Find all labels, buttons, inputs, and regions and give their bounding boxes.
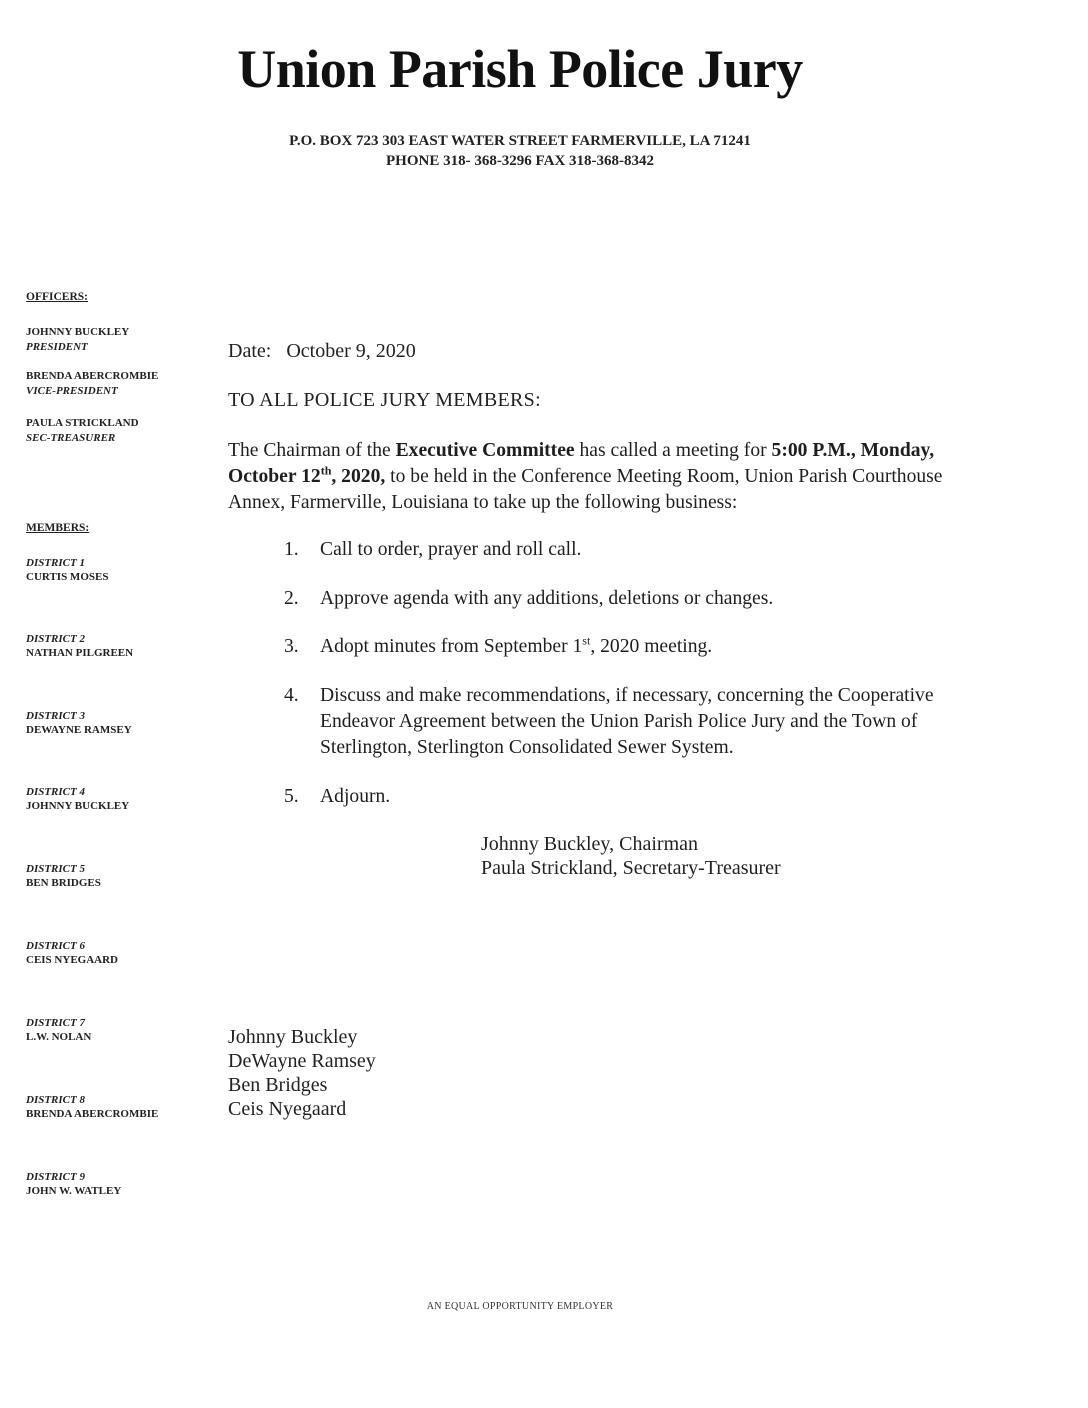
item-text-suffix: st <box>582 633 591 648</box>
phone-line: PHONE 318- 368-3296 FAX 318-368-8342 <box>385 153 655 169</box>
officer-role: PRESIDENT <box>26 341 88 353</box>
item-text-part: , 2020 meeting. <box>590 636 713 657</box>
member-name: DEWAYNE RAMSEY <box>26 724 132 736</box>
meeting-year: , 2020, <box>331 466 386 487</box>
member-name: NATHAN PILGREEN <box>26 647 134 659</box>
officer-role: VICE-PRESIDENT <box>26 385 118 397</box>
meeting-time: 5:00 P.M., <box>771 440 856 461</box>
officer-name: BRENDA ABERCROMBIE <box>26 370 159 382</box>
member-name: BEN BRIDGES <box>26 877 101 889</box>
committee-member: Johnny Buckley <box>228 1026 358 1048</box>
date-label: Date: <box>228 340 272 362</box>
member-district-8 <box>26 1093 216 1122</box>
member-name: JOHN W. WATLEY <box>26 1185 122 1197</box>
agenda-item-2 <box>284 586 944 612</box>
item-number: 5. <box>284 786 299 807</box>
item-number: 1. <box>284 539 299 560</box>
item-text-part: Adopt minutes from September 1 <box>320 636 583 657</box>
members-heading: MEMBERS: <box>26 522 90 534</box>
member-district-4 <box>26 785 216 814</box>
agenda-item-3 <box>284 634 944 660</box>
salutation: TO ALL POLICE JURY MEMBERS: <box>228 389 541 411</box>
member-district-3 <box>26 709 216 738</box>
officer-role: SEC-TREASURER <box>26 432 116 444</box>
item-text <box>320 634 940 660</box>
officer-name: PAULA STRICKLAND <box>26 417 139 429</box>
item-number: 3. <box>284 636 299 657</box>
committee-member: Ben Bridges <box>228 1074 328 1096</box>
intro-text: has called a meeting for <box>574 440 772 461</box>
page-title: Union Parish Police Jury <box>237 39 803 99</box>
officer-vice-president <box>26 369 216 398</box>
member-district-7 <box>26 1016 216 1045</box>
member-name: CURTIS MOSES <box>26 571 109 583</box>
item-text: Adjourn. <box>320 786 391 807</box>
signature-secretary: Paula Strickland, Secretary-Treasurer <box>481 857 781 879</box>
member-name: BRENDA ABERCROMBIE <box>26 1108 159 1120</box>
committee-member: DeWayne Ramsey <box>228 1050 376 1072</box>
officers-heading: OFFICERS: <box>26 291 88 303</box>
meeting-day-suffix: th <box>320 463 332 478</box>
district-label: DISTRICT 6 <box>26 940 85 952</box>
member-name: L.W. NOLAN <box>26 1031 92 1043</box>
member-district-1 <box>26 556 216 585</box>
district-label: DISTRICT 9 <box>26 1171 85 1183</box>
item-text: Approve agenda with any additions, deletions or changes. <box>320 588 774 609</box>
item-number: 2. <box>284 588 299 609</box>
member-name: JOHNNY BUCKLEY <box>26 800 130 812</box>
agenda-item-5 <box>284 784 944 810</box>
officer-name: JOHNNY BUCKLEY <box>26 326 130 338</box>
date-value: October 9, 2020 <box>286 340 416 362</box>
footer-text: AN EQUAL OPPORTUNITY EMPLOYER <box>426 1301 614 1312</box>
meeting-day: Monday, October 12 <box>228 440 935 487</box>
agenda-item-4 <box>284 683 944 761</box>
district-label: DISTRICT 1 <box>26 557 85 569</box>
member-district-9 <box>26 1170 216 1199</box>
district-label: DISTRICT 7 <box>26 1017 85 1029</box>
district-label: DISTRICT 3 <box>26 710 85 722</box>
signature-chairman: Johnny Buckley, Chairman <box>481 833 699 855</box>
member-district-2 <box>26 632 216 661</box>
item-text: Call to order, prayer and roll call. <box>320 539 582 560</box>
committee-member: Ceis Nyegaard <box>228 1098 347 1120</box>
district-label: DISTRICT 5 <box>26 863 85 875</box>
officer-president <box>26 325 216 354</box>
intro-text: The Chairman of the <box>228 440 396 461</box>
agenda-item-1 <box>284 537 944 563</box>
member-name: CEIS NYEGAARD <box>26 954 118 966</box>
district-label: DISTRICT 8 <box>26 1094 85 1106</box>
committee-name: Executive Committee <box>395 440 575 461</box>
item-number: 4. <box>284 685 299 706</box>
intro-paragraph <box>228 438 948 516</box>
member-district-5 <box>26 862 216 891</box>
date-line <box>228 339 416 364</box>
intro-text: to be held in the Conference Meeting Room, Union Parish Courthouse Annex, Farmerville, Louisiana to take up the following business: <box>228 466 943 513</box>
district-label: DISTRICT 2 <box>26 633 85 645</box>
district-label: DISTRICT 4 <box>26 786 85 798</box>
officer-sec-treasurer <box>26 416 216 445</box>
item-text: Discuss and make recommendations, if necessary, concerning the Cooperative Endeavor Agreement between the Union Parish Police Jury and the Town of Sterlington, Sterlington Consolidated Sewer System. <box>320 685 934 758</box>
member-district-6 <box>26 939 216 968</box>
address-line: P.O. BOX 723 303 EAST WATER STREET FARMERVILLE, LA 71241 <box>289 133 751 149</box>
